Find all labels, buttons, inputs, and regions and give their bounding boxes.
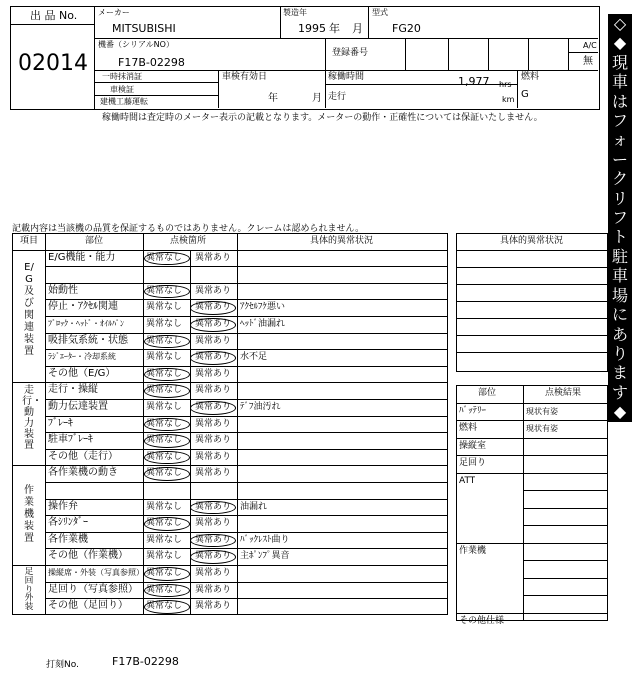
normal-option: 異常なし <box>146 435 183 446</box>
result-header: 点検結果 <box>545 388 582 398</box>
sidebar-char: ォ <box>611 130 628 150</box>
row-divider <box>45 283 448 284</box>
detail-line <box>456 335 608 336</box>
inspection-date-label: 車検有効日 <box>222 72 268 82</box>
sidebar-char: 車 <box>611 72 628 92</box>
abnormal-option: 異常あり <box>195 584 232 595</box>
year-unit: 年 <box>329 22 340 35</box>
group-label: E/G及び関連装置 <box>24 262 34 357</box>
row-divider <box>45 515 448 516</box>
registration-label: 登録番号 <box>332 48 369 58</box>
selection-circle <box>190 301 236 315</box>
sidebar-char: ま <box>611 363 628 383</box>
abnormal-option: 異常あり <box>195 518 232 529</box>
detail-line <box>456 301 608 302</box>
month-unit: 月 <box>352 22 363 35</box>
inspection-month-unit: 月 <box>312 93 322 104</box>
group-label: 走行・動力装置 <box>22 385 42 452</box>
row-detail: ﾊﾞｯｸﾚｽﾄ曲り <box>240 534 290 545</box>
sidebar-char: あ <box>611 324 628 344</box>
ac-value: 無 <box>583 56 593 67</box>
row-part: 各作業機 <box>48 533 88 545</box>
travel-label: 走行 <box>328 92 347 102</box>
row-part: その他（作業機） <box>48 550 128 562</box>
inspection-year-unit: 年 <box>268 93 278 104</box>
maker-value: MITSUBISHI <box>112 22 176 35</box>
maker-label: メーカー <box>98 8 130 17</box>
column-divider <box>237 233 238 615</box>
abnormal-option: 異常あり <box>195 451 232 462</box>
row-detail: 水不足 <box>240 352 268 363</box>
model-value: FG20 <box>392 22 421 35</box>
row-part: その他（E/G） <box>48 367 116 379</box>
row-detail: 主ﾎﾟﾝﾌﾟ異音 <box>240 551 290 562</box>
normal-option: 異常なし <box>146 468 183 479</box>
sidebar-char: 場 <box>611 285 628 305</box>
normal-option: 異常なし <box>146 302 183 313</box>
result-line <box>523 508 608 509</box>
abnormal-option: 異常あり <box>195 302 232 313</box>
normal-option: 異常なし <box>146 451 183 462</box>
row-detail: ｱｸｾﾙﾌｹ悪い <box>240 302 286 313</box>
selection-circle <box>190 501 236 515</box>
row-divider <box>45 416 448 417</box>
result-value: 現状有姿 <box>526 406 558 416</box>
normal-option: 異常なし <box>146 385 183 396</box>
abnormal-option: 異常あり <box>195 501 232 512</box>
abnormal-option: 異常あり <box>195 335 232 346</box>
group-label: 作業機装置 <box>24 485 34 545</box>
abnormal-option: 異常あり <box>195 368 232 379</box>
sidebar-char: 車 <box>611 266 628 286</box>
sidebar-char: ト <box>611 227 628 247</box>
part-header: 部位 <box>478 388 497 398</box>
result-line <box>523 490 608 491</box>
selection-circle <box>144 584 190 598</box>
serial-label: 機番（シリアルNO） <box>98 40 174 49</box>
sidebar-char: ◇ <box>613 421 627 441</box>
selection-circle <box>144 252 190 266</box>
row-divider <box>45 482 448 483</box>
result-part: その他仕様 <box>459 615 505 626</box>
year-label: 製造年 <box>283 8 307 17</box>
result-part: 燃料 <box>459 423 478 433</box>
abnormal-option: 異常あり <box>195 435 232 446</box>
result-part: 作業機 <box>459 545 487 556</box>
row-divider <box>45 432 448 433</box>
normal-option: 異常なし <box>146 418 183 429</box>
sidebar-char: フ <box>611 208 628 228</box>
group-label: 足回り外装 <box>24 567 34 613</box>
normal-option: 異常なし <box>146 319 183 329</box>
sidebar-char: リ <box>611 188 628 208</box>
row-part: その他（走行） <box>48 450 118 462</box>
detail-header: 具体的異常状況 <box>500 236 564 246</box>
normal-option: 異常なし <box>146 285 183 296</box>
abnormal-option: 異常あり <box>195 601 232 612</box>
detail-line <box>456 284 608 285</box>
serial-value: F17B-02298 <box>118 56 185 69</box>
shaken-label: 車検証 <box>110 85 134 94</box>
sidebar-char: ◇ <box>613 14 627 33</box>
row-part: 足回り（写真参照） <box>48 583 138 595</box>
model-label: 型式 <box>372 8 388 17</box>
normal-option: 異常なし <box>146 518 183 529</box>
selection-circle <box>144 434 190 448</box>
row-part: ﾌﾞﾛｯｸ・ﾍｯﾄﾞ・ｵｲﾙﾊﾟﾝ <box>48 319 124 328</box>
row-part: E/G機能・能力 <box>48 251 116 263</box>
normal-option: 異常なし <box>146 402 183 412</box>
abnormal-option: 異常あり <box>195 418 232 429</box>
hours-unit: hrs <box>499 80 512 89</box>
sidebar-char: ◆ <box>613 33 627 53</box>
ac-label: A/C <box>583 41 597 50</box>
result-part: 操縦室 <box>459 440 487 451</box>
row-part: 始動性 <box>48 284 78 296</box>
normal-option: 異常なし <box>146 584 183 595</box>
selection-circle <box>144 384 190 398</box>
sidebar-char: り <box>611 343 628 363</box>
stamp-value: F17B-02298 <box>112 655 179 668</box>
selection-circle <box>190 318 236 332</box>
result-part: ATT <box>459 475 476 486</box>
row-part: 走行・操縦 <box>48 384 98 396</box>
col-item-header: 項目 <box>20 236 39 246</box>
row-part: 停止・ｱｸｾﾙ関連 <box>48 301 118 313</box>
meter-note: 稼働時間は査定時のメーター表示の記載となります。メーターの動作・正確性については保証いたしません。 <box>102 113 543 123</box>
abnormal-option: 異常あり <box>195 319 232 329</box>
selection-circle <box>190 351 236 365</box>
row-part: 操作弁 <box>48 500 78 512</box>
row-divider <box>45 266 448 267</box>
normal-option: 異常なし <box>146 368 183 379</box>
col-point-header: 点検箇所 <box>170 236 207 246</box>
location-sidebar <box>608 14 632 441</box>
result-part: ﾊﾞｯﾃﾘｰ <box>459 405 487 416</box>
row-detail: ﾃﾞﾌ油汚れ <box>240 402 281 412</box>
result-value: 現状有姿 <box>526 424 558 433</box>
selection-circle <box>190 401 236 415</box>
sidebar-char: ー <box>611 149 628 169</box>
row-part: 各作業機の動き <box>48 467 118 479</box>
col-detail-header: 具体的異常状況 <box>310 236 374 246</box>
sidebar-char: 現 <box>611 52 628 72</box>
abnormal-option: 異常あり <box>195 568 232 578</box>
row-part: ﾗｼﾞｴｰﾀｰ・冷却系統 <box>48 352 116 362</box>
fuel-label: 燃料 <box>521 72 540 82</box>
detail-line <box>456 250 608 251</box>
sidebar-char: す <box>611 382 628 402</box>
result-line <box>523 560 608 561</box>
row-part: 各ｼﾘﾝﾀﾞｰ <box>48 517 88 529</box>
normal-option: 異常なし <box>146 335 183 346</box>
abnormal-option: 異常あり <box>195 468 232 479</box>
row-part: 操縦席・外装（写真参照） <box>48 568 144 577</box>
result-line <box>523 578 608 579</box>
selection-circle <box>144 335 190 349</box>
abnormal-option: 異常あり <box>195 534 232 545</box>
selection-circle <box>144 517 190 531</box>
detail-line <box>456 318 608 319</box>
row-part: ﾌﾞﾚｰｷ <box>48 417 73 429</box>
abnormal-option: 異常あり <box>195 252 232 263</box>
abnormal-option: 異常あり <box>195 385 232 396</box>
km-unit: km <box>502 95 515 104</box>
cert-label: 建機工藤運転 <box>100 97 148 106</box>
sidebar-char: フ <box>611 111 628 131</box>
normal-option: 異常なし <box>146 352 183 363</box>
detail-line <box>456 352 608 353</box>
row-detail: ﾍｯﾄﾞ油漏れ <box>240 319 286 329</box>
stamp-label: 打刻No. <box>46 660 79 670</box>
fuel-value: G <box>521 89 529 100</box>
row-part: 駐車ﾌﾞﾚｰｷ <box>48 434 93 446</box>
sidebar-char: ク <box>611 169 628 189</box>
normal-option: 異常なし <box>146 568 183 578</box>
result-part: 足回り <box>459 458 487 468</box>
normal-option: 異常なし <box>146 252 183 263</box>
sidebar-char: 駐 <box>611 246 628 266</box>
abnormal-option: 異常あり <box>195 402 232 412</box>
lot-number: 02014 <box>18 51 88 76</box>
abnormal-option: 異常あり <box>195 551 232 562</box>
row-part: 吸排気系統・状態 <box>48 334 128 346</box>
hours-label: 稼働時間 <box>328 72 365 82</box>
result-line <box>523 595 608 596</box>
selection-circle <box>144 467 190 481</box>
selection-circle <box>144 567 190 581</box>
row-detail: 油漏れ <box>240 501 268 512</box>
row-part: 動力伝達装置 <box>48 401 108 412</box>
selection-circle <box>144 418 190 432</box>
lot-label: 出 品 No. <box>30 9 78 22</box>
column-divider <box>45 233 46 615</box>
result-line <box>456 473 608 474</box>
normal-option: 異常なし <box>146 601 183 612</box>
abnormal-option: 異常あり <box>195 352 232 363</box>
normal-option: 異常なし <box>146 534 183 545</box>
detail-line <box>456 267 608 268</box>
sidebar-char: に <box>611 305 628 325</box>
selection-circle <box>190 550 236 564</box>
abnormal-option: 異常あり <box>195 285 232 296</box>
temp-cancel-label: 一時抹消証 <box>102 72 142 81</box>
hours-value: 1,977 <box>458 75 490 88</box>
sidebar-char: は <box>611 91 628 111</box>
selection-circle <box>144 600 190 614</box>
col-part-header: 部位 <box>85 236 104 246</box>
year-value: 1995 <box>298 22 326 35</box>
row-part: その他（足回り） <box>48 600 128 612</box>
normal-option: 異常なし <box>146 551 183 562</box>
normal-option: 異常なし <box>146 501 183 512</box>
quality-note: 記載内容は当該機の品質を保証するものではありません。クレームは認められません。 <box>12 224 365 234</box>
result-line <box>523 525 608 526</box>
sidebar-char: ◆ <box>613 402 627 422</box>
